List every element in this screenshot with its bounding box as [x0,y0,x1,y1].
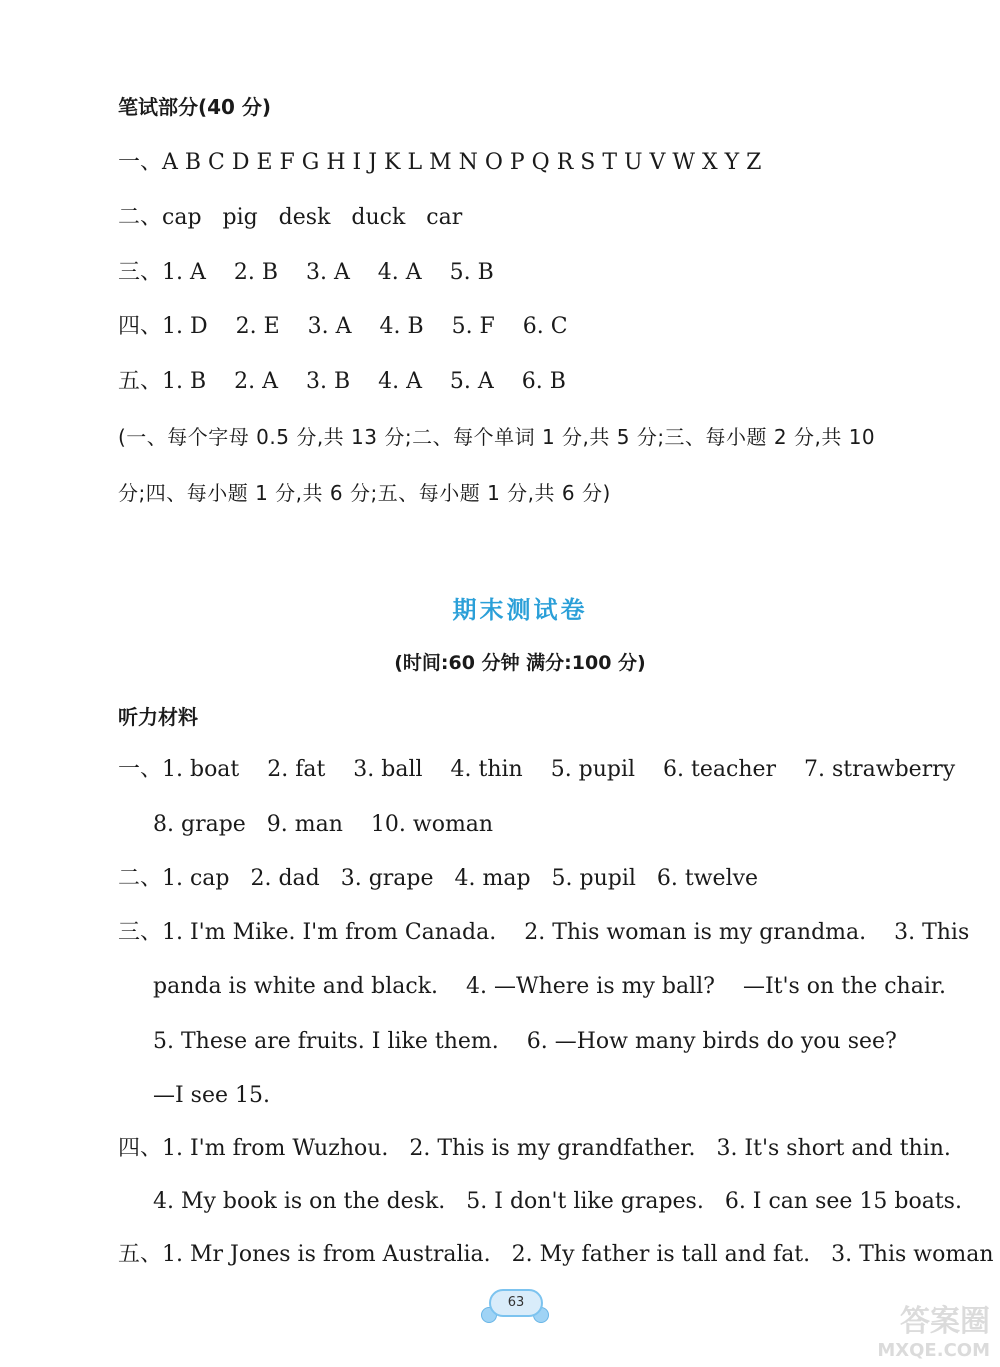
listening-line: —I see 15. [153,1083,270,1108]
listening-line: 三、1. I'm Mike. I'm from Canada. 2. This woman is my grandma. 3. This [118,920,970,945]
answer-line: 一、A B C D E F G H I J K L M N O P Q R S T U V W X Y Z [118,150,762,175]
answer-line: 三、1. A 2. B 3. A 4. A 5. B [118,260,494,285]
page-number: 63 [489,1289,543,1317]
page-number-badge [481,1283,549,1325]
listening-line: 五、1. Mr Jones is from Australia. 2. My father is tall and fat. 3. This woman [118,1242,994,1267]
exam-subtitle: (时间:60 分钟 满分:100 分) [394,652,646,674]
answer-line: 四、1. D 2. E 3. A 4. B 5. F 6. C [118,314,568,339]
scoring-note: (一、每个字母 0.5 分,共 13 分;二、每个单词 1 分,共 5 分;三、每小题 2 分,共 10 [118,425,876,449]
watermark-logo [830,1296,990,1361]
scoring-note: 分;四、每小题 1 分,共 6 分;五、每小题 1 分,共 6 分) [118,481,611,505]
listening-line: 8. grape 9. man 10. woman [153,812,494,837]
watermark-url: MXQE.COM [877,1340,990,1361]
listening-line: 一、1. boat 2. fat 3. ball 4. thin 5. pupil 6. teacher 7. strawberry [118,757,956,782]
listening-line: 4. My book is on the desk. 5. I don't like grapes. 6. I can see 15 boats. [153,1189,962,1214]
listening-heading: 听力材料 [118,705,198,729]
watermark-text: 答案圈 [900,1304,990,1339]
listening-line: panda is white and black. 4. —Where is my ball? —It's on the chair. [153,974,946,999]
exam-title: 期末测试卷 [452,596,588,624]
listening-line: 二、1. cap 2. dad 3. grape 4. map 5. pupil 6. twelve [118,866,759,891]
written-section-heading: 笔试部分(40 分) [118,95,272,119]
answer-line: 五、1. B 2. A 3. B 4. A 5. A 6. B [118,369,566,394]
listening-line: 四、1. I'm from Wuzhou. 2. This is my grandfather. 3. It's short and thin. [118,1136,951,1161]
answer-line: 二、cap pig desk duck car [118,205,463,230]
listening-line: 5. These are fruits. I like them. 6. —How many birds do you see? [153,1029,897,1054]
